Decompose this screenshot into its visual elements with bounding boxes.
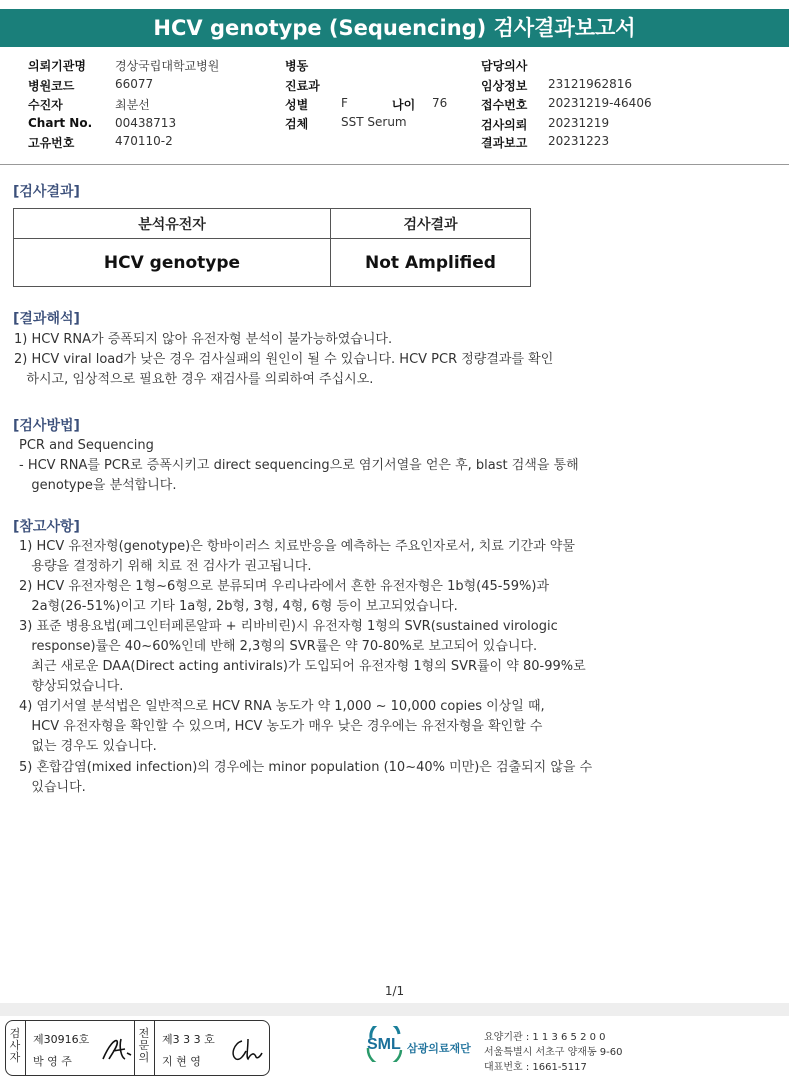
notes-line: 3) 표준 병용요법(페그인터페론알파 + 리바비린)시 유전자형 1형의 SVR(sustained virologic xyxy=(19,619,558,634)
interpretation-line-1: 1) HCV RNA가 증폭되지 않아 유전자형 분석이 불가능하였습니다. xyxy=(14,332,393,347)
footer-band xyxy=(0,1003,789,1016)
notes-line: 2a형(26-51%)이고 기타 1a형, 2b형, 3형, 4형, 6형 등이 보고되었습니다. xyxy=(19,599,458,614)
notes-line: 2) HCV 유전자형은 1형~6형으로 분류되며 우리나라에서 흔한 유전자형은 1b형(45-59%)과 xyxy=(19,579,549,594)
table-row xyxy=(14,239,531,287)
notes-line: 5) 혼합감염(mixed infection)의 경우에는 minor population (10~40% 미만)은 검출되지 않을 수 xyxy=(19,760,593,775)
notes-line: HCV 유전자형을 확인할 수 있으며, HCV 농도가 매우 낮은 경우에는 유전자형을 확인할 수 xyxy=(19,719,543,734)
phone: 대표번호 : 1661-5117 xyxy=(484,1062,587,1073)
hospital-code-label: 병원코드 xyxy=(28,79,75,93)
notes-line: 4) 염기서열 분석법은 일반적으로 HCV RNA 농도가 약 1,000 ~ 10,000 copies 이상일 때, xyxy=(19,699,545,714)
notes-line: 1) HCV 유전자형(genotype)은 항바이러스 치료반응을 예측하는 주요인자로서, 치료 기간과 약물 xyxy=(19,539,575,554)
inspector-signature xyxy=(99,1033,133,1065)
method-line-1: PCR and Sequencing xyxy=(19,438,154,453)
request-date-label: 검사의뢰 xyxy=(481,118,528,132)
report-date-label: 결과보고 xyxy=(481,136,528,150)
chart-no-value: 00438713 xyxy=(115,116,177,130)
notes-heading: [참고사항] xyxy=(13,519,80,535)
inspector-license: 제30916호 xyxy=(33,1033,90,1046)
patient-value: 최분선 xyxy=(115,98,150,112)
logo-text: SML xyxy=(367,1036,401,1053)
notes-line: 있습니다. xyxy=(19,780,86,795)
ward-label: 병동 xyxy=(285,59,309,73)
reviewer-name: 지 현 영 xyxy=(162,1055,201,1068)
patient-label: 수진자 xyxy=(28,98,63,112)
unique-id-label: 고유번호 xyxy=(28,136,75,150)
notes-line: 없는 경우도 있습니다. xyxy=(19,739,157,754)
divider xyxy=(134,1021,135,1075)
results-header-row xyxy=(14,209,531,239)
sex-value: F xyxy=(341,96,348,110)
signature-box xyxy=(5,1020,270,1076)
hospital-value: 경상국립대학교병원 xyxy=(115,59,220,73)
results-table xyxy=(13,208,531,287)
method-line-3: genotype을 분석합니다. xyxy=(19,478,177,493)
specimen-value: SST Serum xyxy=(341,115,407,129)
result-cell: Not Amplified xyxy=(331,239,531,287)
notes-line: 최근 새로운 DAA(Direct acting antivirals)가 도입되어 유전자형 1형의 SVR률이 약 80-99%로 xyxy=(19,659,586,674)
specimen-label: 검체 xyxy=(285,117,309,131)
gene-cell: HCV genotype xyxy=(14,239,331,287)
col-result-header: 검사결과 xyxy=(331,209,531,239)
interpretation-line-2: 2) HCV viral load가 낮은 경우 검사실패의 원인이 될 수 있습니다. HCV PCR 정량결과를 확인 xyxy=(14,352,554,367)
interpretation-line-3: 하시고, 임상적으로 필요한 경우 재검사를 의뢰하여 주십시오. xyxy=(14,372,374,387)
results-heading: [검사결과] xyxy=(13,184,80,200)
page-number: 1/1 xyxy=(384,984,405,998)
department-label: 진료과 xyxy=(285,79,320,93)
notes-line: 향상되었습니다. xyxy=(19,679,124,694)
reviewer-license: 제3 3 3 호 xyxy=(162,1033,215,1046)
notes-line: 용량을 결정하기 위해 치료 전 검사가 권고됩니다. xyxy=(19,559,312,574)
reviewer-signature xyxy=(226,1035,264,1065)
receipt-no-value: 20231219-46406 xyxy=(548,96,652,110)
header-divider xyxy=(0,164,789,165)
report-date-value: 20231223 xyxy=(548,134,610,148)
institution-code: 요양기관 : 1 1 3 6 5 2 0 0 xyxy=(484,1032,606,1043)
unique-id-value: 470110-2 xyxy=(115,134,173,148)
interpretation-heading: [결과해석] xyxy=(13,311,80,327)
inspector-label-text: 검사자 xyxy=(9,1027,21,1064)
hospital-code-value: 66077 xyxy=(115,77,154,91)
sex-label: 성별 xyxy=(285,98,309,112)
reviewer-label xyxy=(137,1028,151,1064)
sml-logo xyxy=(365,1026,480,1066)
request-date-value: 20231219 xyxy=(548,116,610,130)
inspector-name: 박 영 주 xyxy=(33,1055,72,1068)
divider xyxy=(154,1021,155,1075)
method-heading: [검사방법] xyxy=(13,418,80,434)
receipt-no-label: 접수번호 xyxy=(481,98,528,112)
age-label: 나이 xyxy=(392,98,416,112)
col-gene-header: 분석유전자 xyxy=(14,209,331,239)
chart-no-label: Chart No. xyxy=(28,116,93,130)
report-title: HCV genotype (Sequencing) 검사결과보고서 xyxy=(0,9,789,47)
inspector-label xyxy=(8,1028,22,1064)
hospital-label: 의뢰기관명 xyxy=(28,59,86,73)
divider xyxy=(25,1021,26,1075)
age-value: 76 xyxy=(432,96,448,110)
reviewer-label-text: 전문의 xyxy=(138,1027,150,1064)
org-name: 삼광의료재단 xyxy=(407,1042,471,1055)
notes-line: response)률은 40~60%인데 반해 2,3형의 SVR률은 약 70-80%로 보고되어 있습니다. xyxy=(19,639,538,654)
clinical-info-label: 임상정보 xyxy=(481,79,528,93)
method-line-2: - HCV RNA를 PCR로 증폭시키고 direct sequencing으로 염기서열을 얻은 후, blast 검색을 통해 xyxy=(19,458,579,473)
address: 서울특별시 서초구 양재동 9-60 xyxy=(484,1047,623,1058)
doctor-label: 담당의사 xyxy=(481,59,528,73)
clinical-info-value: 23121962816 xyxy=(548,77,632,91)
